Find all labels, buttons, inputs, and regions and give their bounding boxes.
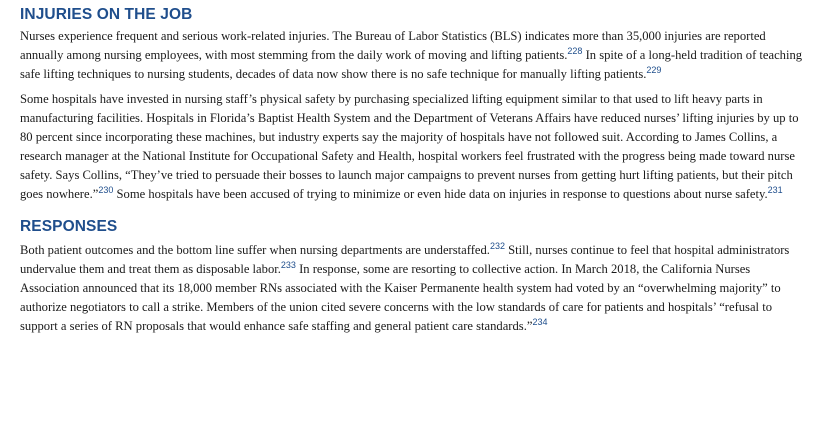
text-run: Both patient outcomes and the bottom line suffer when nursing departments are understaffed. (20, 243, 490, 257)
text-run: In response, some are resorting to collective action. In March 2018, the California Nurses Association announced that its 18,000 member RNs associated with the Kaiser Permanente health system had voted by an “overwhelming majority” to authorize negotiators to call a strike. Members of the union cited severe concerns with the low standards of care for patients and hospitals’ “refusal to support a series of RN proposals that would enhance safe staffing and general patient care standards.” (20, 262, 781, 333)
section-heading-responses: RESPONSES (20, 218, 118, 235)
footnote-ref-231[interactable]: 231 (767, 184, 783, 195)
text-run: Nurses experience frequent and serious work-related injuries. The Bureau of Labor Statistics (BLS) indicates more than 35,000 injuries are reported annually among nursing employees, with most stemming from the daily work of moving and lifting patients. (20, 29, 766, 62)
paragraph-injuries-2 (20, 90, 810, 204)
section-heading-injuries: INJURIES ON THE JOB (20, 6, 193, 23)
text-run: In spite of a long-held tradition of teaching safe lifting techniques to nursing students, decades of data now show there is no safe technique for manually lifting patients. (20, 48, 803, 81)
footnote-ref-230[interactable]: 230 (98, 184, 114, 195)
footnote-ref-234[interactable]: 234 (532, 316, 548, 327)
footnote-ref-233[interactable]: 233 (280, 259, 296, 270)
footnote-ref-229[interactable]: 229 (646, 64, 662, 75)
paragraph-injuries-1 (20, 27, 810, 84)
text-run: Some hospitals have been accused of trying to minimize or even hide data on injuries in response to questions about nurse safety. (113, 187, 768, 201)
text-run: Still, nurses continue to feel that hospital administrators undervalue them and treat them as disposable labor. (20, 243, 790, 276)
text-run: Some hospitals have invested in nursing staff’s physical safety by purchasing specialized lifting equipment similar to that used to lift heavy parts in manufacturing facilities. Hospitals in Florida’s Baptist Health System and the Department of Veterans Affairs have reduced nurses’ lifting injuries by up to 80 percent since incorporating these machines, but industry experts say the majority of hospitals have not followed suit. According to James Collins, a research manager at the National Institute for Occupational Safety and Health, hospital workers feel frustrated with the progress being made toward nurse safety. Says Collins, “They’ve tried to persuade their bosses to launch major campaigns to prevent nurses from getting hurt lifting patients, but their pitch goes nowhere.” (20, 92, 799, 201)
footnote-ref-228[interactable]: 228 (567, 45, 583, 56)
footnote-ref-232[interactable]: 232 (489, 240, 505, 251)
paragraph-responses-1 (20, 241, 810, 336)
